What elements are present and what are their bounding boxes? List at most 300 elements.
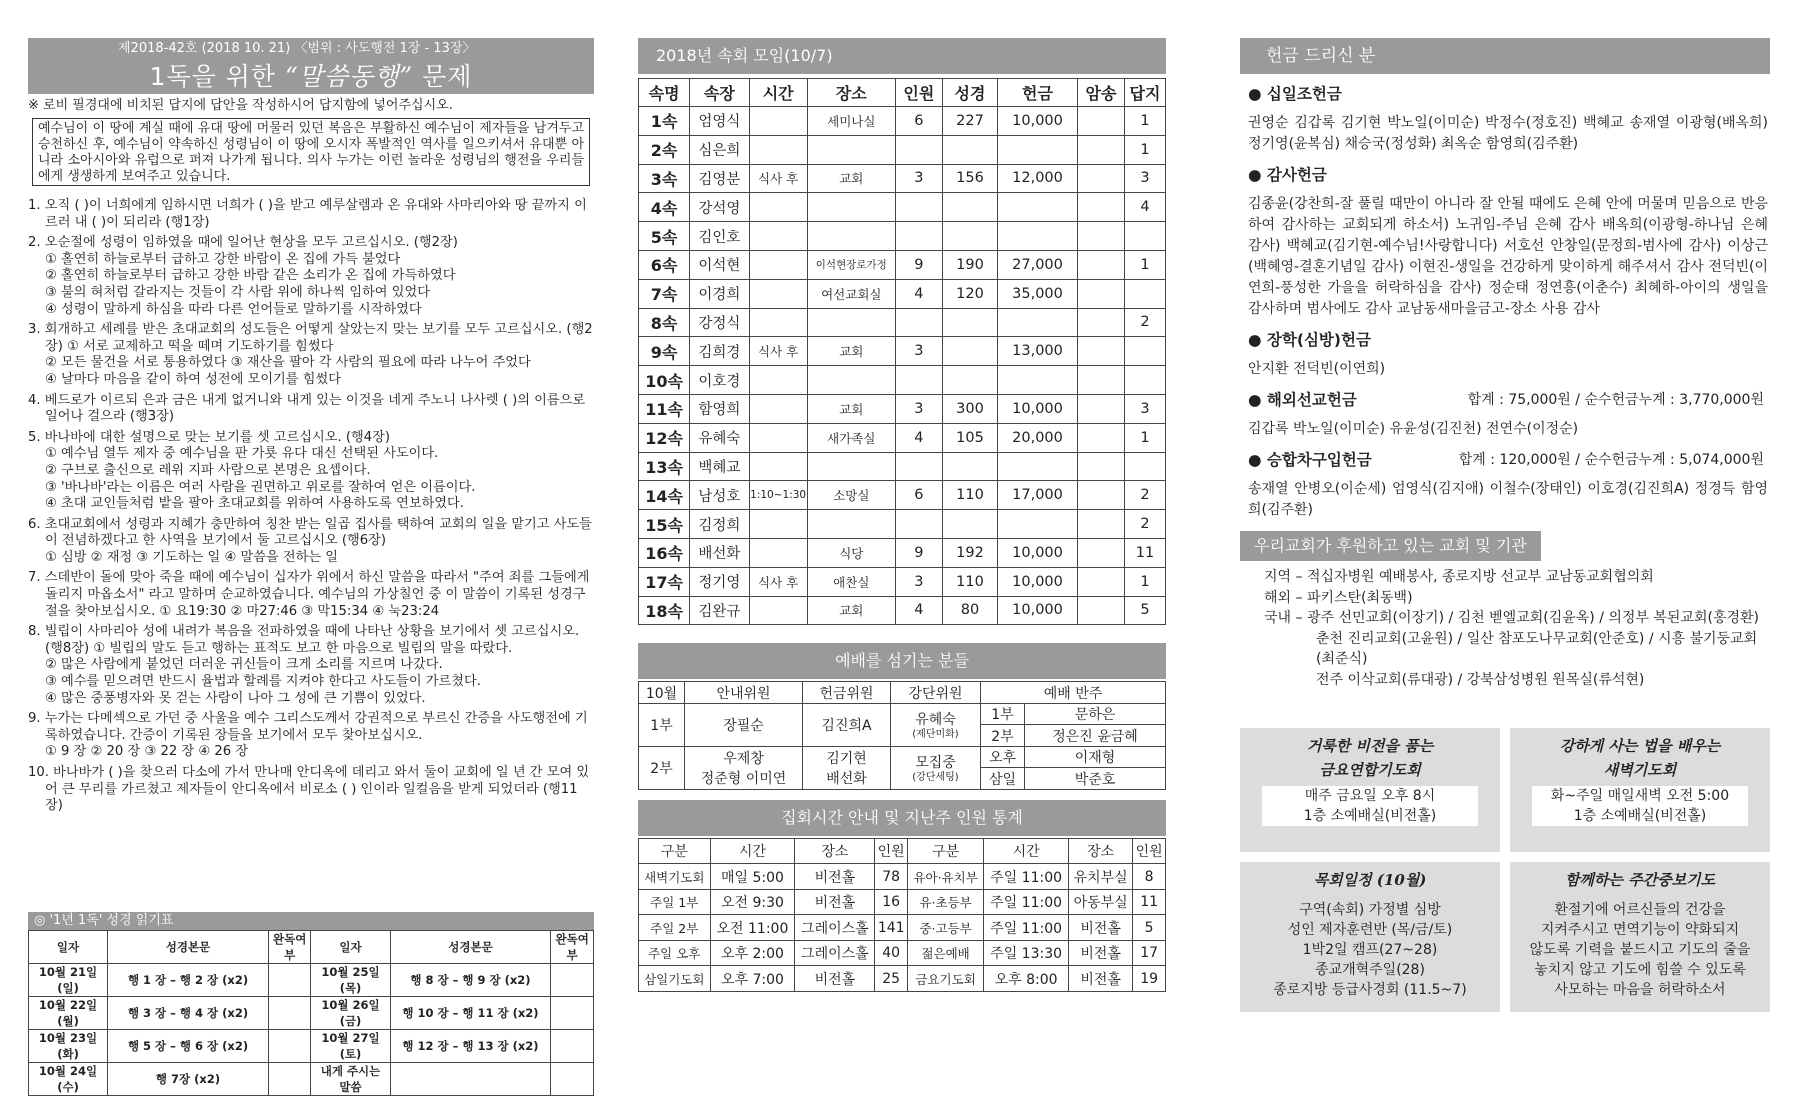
usher-row2-offering <box>803 746 891 789</box>
sok-cell <box>942 135 997 164</box>
stats-cell: 5 <box>1133 915 1166 941</box>
sok-cell: 김정희 <box>690 510 749 539</box>
sok-cell: 11속 <box>639 394 690 423</box>
sok-row <box>639 308 1166 337</box>
sok-cell: 교회 <box>807 394 895 423</box>
question-option: ① 심방 ② 재정 ③ 기도하는 일 ④ 말씀을 전하는 일 <box>45 549 339 565</box>
offering-section-name: ● 승합차구입헌금 <box>1248 451 1372 469</box>
acc4-label: 삼일 <box>981 768 1025 790</box>
sok-cell: 12,000 <box>998 164 1078 193</box>
sok-cell <box>998 135 1078 164</box>
stats-cell: 17 <box>1133 940 1166 966</box>
box-title: 목회일정 (10월) <box>1313 871 1427 889</box>
box-title: 함께하는 주간중보기도 <box>1564 871 1716 889</box>
sok-row <box>639 164 1166 193</box>
sok-cell: 3 <box>895 394 942 423</box>
acc4-name: 박준호 <box>1025 768 1166 790</box>
sok-cell: 15속 <box>639 510 690 539</box>
sok-cell <box>749 366 807 395</box>
sok-cell: 4 <box>895 279 942 308</box>
stats-cell: 주일 2부 <box>639 915 711 941</box>
sok-cell <box>942 366 997 395</box>
stats-header-cell: 구분 <box>908 838 984 864</box>
box-line: 지켜주시고 면역기능이 약화되지 <box>1540 922 1740 938</box>
sok-cell <box>998 510 1078 539</box>
sok-cell <box>1077 452 1124 481</box>
weekly-intercession-box <box>1510 862 1770 1012</box>
acc3-label: 오후 <box>981 746 1025 768</box>
sok-cell <box>807 452 895 481</box>
reading-cell: 내게 주시는 말씀 <box>311 1063 390 1096</box>
reading-cell: 행 3 장 – 행 4 장 (x2) <box>108 997 269 1030</box>
sok-header-cell: 암송 <box>1077 79 1124 107</box>
stats-cell: 새벽기도회 <box>639 864 711 890</box>
sok-cell <box>749 308 807 337</box>
sok-cell: 2 <box>1124 510 1165 539</box>
box-subtitle: 금요연합기도회 <box>1319 761 1421 779</box>
question-text: 1. 오직 ( )이 너희에게 임하시면 너희가 ( )을 받고 예루살렘과 온 유대와 사마리아와 땅 끝까지 이르러 내 ( )이 되리라 (행1장) <box>28 198 587 230</box>
sok-cell: 10,000 <box>998 538 1078 567</box>
question-option: ③ '바나바'라는 이름은 여러 사람을 권면하고 위로를 잘하여 얻은 이름이다. <box>45 479 476 495</box>
sok-cell: 교회 <box>807 164 895 193</box>
sok-cell <box>807 510 895 539</box>
sok-cell: 3 <box>895 567 942 596</box>
stats-cell: 19 <box>1133 966 1166 992</box>
sok-cell <box>1077 308 1124 337</box>
reading-cell <box>551 997 594 1030</box>
stats-title: 집회시간 안내 및 지난주 인원 통계 <box>638 800 1166 836</box>
sok-cell <box>1077 481 1124 510</box>
sok-cell: 식사 후 <box>749 337 807 366</box>
usher-title: 예배를 섬기는 분들 <box>638 643 1166 679</box>
sok-cell <box>1077 596 1124 625</box>
sok-cell: 함영희 <box>690 394 749 423</box>
sok-cell <box>1124 452 1165 481</box>
sok-cell: 17속 <box>639 567 690 596</box>
usher-header-altar: 강단위원 <box>891 682 981 704</box>
stats-cell: 40 <box>875 940 908 966</box>
reading-row <box>29 1030 594 1063</box>
sok-cell: 14속 <box>639 481 690 510</box>
sok-cell: 5속 <box>639 222 690 251</box>
stats-cell: 유치부실 <box>1069 864 1133 890</box>
sok-cell: 6 <box>895 107 942 136</box>
usher-header-guide: 안내위원 <box>685 682 803 704</box>
usher-row1-altar-note: (제단미화) <box>912 729 959 741</box>
stats-cell: 비전홀 <box>1069 915 1133 941</box>
sok-cell: 4속 <box>639 193 690 222</box>
question-option: ② 홀연히 하늘로부터 급하고 강한 바람 같은 소리가 온 집에 가득하였다 <box>45 268 456 284</box>
sok-header-cell: 답지 <box>1124 79 1165 107</box>
sok-header-cell: 시간 <box>749 79 807 107</box>
stats-row <box>639 864 1166 890</box>
sok-header-row <box>639 79 1166 107</box>
sok-cell <box>749 394 807 423</box>
question-item <box>28 711 594 761</box>
reading-cell: 10월 24일 (수) <box>29 1063 108 1096</box>
question-text: 7. 스데반이 돌에 맞아 죽을 때에 예수님이 십자가 위에서 하신 말씀을 따라서 "주여 죄를 그들에게 돌리지 마옵소서" 라고 말하며 순교하였습니다. 예수님의 가상칠언 중 이 말씀이 기록된 성경구절을 찾아보십시오. ① 요19:30 ② 마27:46 ③ 막15:34 ④ 눅23:24 <box>28 570 590 619</box>
sok-cell: 110 <box>942 567 997 596</box>
question-option: ④ 초대 교인들처럼 밭을 팔아 초대교회를 위하여 사용하도록 연보하였다. <box>45 496 464 512</box>
sok-cell <box>942 337 997 366</box>
sok-cell <box>1077 423 1124 452</box>
support-line: 전주 이삭교회(류대광) / 강북삼성병원 원목실(류석현) <box>1316 671 1645 688</box>
sok-cell: 4 <box>1124 193 1165 222</box>
sok-cell <box>749 107 807 136</box>
question-item <box>28 322 594 388</box>
question-list <box>28 198 594 819</box>
sok-cell <box>807 135 895 164</box>
stats-cell: 오전 9:30 <box>710 889 795 915</box>
sok-cell: 2 <box>1124 308 1165 337</box>
acc2-name: 정은진 윤금혜 <box>1025 725 1166 747</box>
dawn-prayer-box <box>1510 728 1770 852</box>
sok-cell: 1속 <box>639 107 690 136</box>
sok-cell: 3 <box>1124 394 1165 423</box>
intro-box: 예수님이 이 땅에 계실 때에 유대 땅에 머물러 있던 복음은 부활하신 예수님이 제자들을 남겨두고 승천하신 후, 예수님이 약속하신 성령님이 이 땅에 오시자 폭발적인 역사를 일으키셔서 유대뿐 아니라 소아시아와 유럽으로 퍼져 나가게 됩니다. 의사 누가는 이런 놀라운 성령님의 행전을 우리들에게 생생하게 보여주고 있습니다. <box>32 118 590 186</box>
sok-cell <box>1077 538 1124 567</box>
sok-cell <box>749 510 807 539</box>
sok-header-cell: 성경 <box>942 79 997 107</box>
stats-cell: 비전홀 <box>795 864 875 890</box>
question-option: ③ 예수를 믿으려면 반드시 율법과 할례를 지켜야 한다고 사도들이 가르쳤다. <box>45 674 481 690</box>
question-item <box>28 235 594 318</box>
sok-cell <box>807 222 895 251</box>
question-text: 10. 바나바가 ( )을 찾으러 다소에 가서 만나매 안디옥에 데리고 와서 둘이 교회에 일 년 간 모여 있어 큰 무리를 가르쳤고 제자들이 안디옥에서 비로소 ( ) 인이라 일컬음을 받게 되었더라 (행11장) <box>28 765 590 814</box>
usher-row1-guide: 장필순 <box>685 703 803 746</box>
reading-header-cell: 일자 <box>29 931 108 964</box>
question-text: 3. 회개하고 세례를 받은 초대교회의 성도들은 어떻게 살았는지 맞는 보기를 모두 고르십시오. (행2장) ① 서로 교제하고 떡을 떼며 기도하기를 힘썼다 <box>28 322 593 354</box>
usher-row2-guide2: 정준형 이미연 <box>700 770 787 787</box>
stats-cell: 11 <box>1133 889 1166 915</box>
sok-cell: 10속 <box>639 366 690 395</box>
stats-row <box>639 915 1166 941</box>
usher-row1-altar-name: 유혜숙 <box>915 712 956 729</box>
reading-row <box>29 997 594 1030</box>
quiz-title-post: 문제 <box>422 62 473 91</box>
offering-section-names: 김갑록 박노일(이미순) 유윤성(김진천) 전연수(이정순) <box>1248 421 1579 437</box>
sok-cell: 190 <box>942 250 997 279</box>
sok-cell: 1:10~1:30 <box>749 481 807 510</box>
support-list <box>1240 561 1770 690</box>
sok-cell <box>1077 250 1124 279</box>
question-text: 9. 누가는 다메섹으로 가던 중 사울을 예수 그리스도께서 강권적으로 부르신 간증을 사도행전에 기록하였습니다. 간증이 기록된 장들을 보기에서 모두 찾아보십시오. <box>28 711 588 743</box>
sok-cell: 식당 <box>807 538 895 567</box>
stats-header-row <box>639 838 1166 864</box>
offering-section-title <box>1248 450 1768 471</box>
stats-cell: 141 <box>875 915 908 941</box>
sok-row <box>639 135 1166 164</box>
reading-header-cell: 성경본문 <box>108 931 269 964</box>
question-option: ② 많은 사람에게 붙었던 더러운 귀신들이 크게 소리를 지르며 나갔다. <box>45 657 443 673</box>
usher-row-2 <box>639 746 1166 768</box>
stats-cell: 16 <box>875 889 908 915</box>
sok-cell: 80 <box>942 596 997 625</box>
offering-section-name: ● 해외선교헌금 <box>1248 391 1357 409</box>
reading-cell: 행 1 장 – 행 2 장 (x2) <box>108 964 269 997</box>
sok-cell <box>1077 366 1124 395</box>
sok-cell: 9 <box>895 250 942 279</box>
sok-cell <box>749 279 807 308</box>
sok-cell: 3 <box>1124 164 1165 193</box>
box-line: 환절기에 어르신들의 건강을 <box>1554 902 1726 918</box>
usher-header-row <box>639 682 1166 704</box>
usher-row1-label: 1부 <box>639 703 685 746</box>
usher-row2-altar <box>891 746 981 789</box>
box-line: 매주 금요일 오후 8시 <box>1262 786 1478 806</box>
stats-header-cell: 인원 <box>875 838 908 864</box>
sok-cell <box>749 135 807 164</box>
stats-cell: 주일 13:30 <box>984 940 1069 966</box>
sok-cell: 12속 <box>639 423 690 452</box>
sok-cell: 김완규 <box>690 596 749 625</box>
stats-header-cell: 시간 <box>710 838 795 864</box>
stats-cell: 아동부실 <box>1069 889 1133 915</box>
offering-column <box>1240 38 1770 998</box>
sok-cell <box>1077 222 1124 251</box>
stats-cell: 오전 11:00 <box>710 915 795 941</box>
sok-row <box>639 596 1166 625</box>
sok-cell: 3 <box>895 337 942 366</box>
sok-cell <box>942 510 997 539</box>
sok-cell <box>1124 337 1165 366</box>
reading-cell: 10월 25일 (목) <box>311 964 390 997</box>
sok-cell <box>895 135 942 164</box>
sok-cell: 심은희 <box>690 135 749 164</box>
sok-cell <box>942 308 997 337</box>
usher-header-offering: 헌금위원 <box>803 682 891 704</box>
reading-header-cell: 일자 <box>311 931 390 964</box>
reading-cell <box>551 1030 594 1063</box>
stats-row <box>639 966 1166 992</box>
stats-cell: 주일 1부 <box>639 889 711 915</box>
reading-header-row <box>29 931 594 964</box>
offering-list <box>1240 74 1770 521</box>
box-line: 성인 제자훈련반 (목/금/토) <box>1287 922 1453 938</box>
sok-cell: 엄영식 <box>690 107 749 136</box>
box-line: 1박2일 캠프(27~28) <box>1302 942 1438 958</box>
sok-cell: 6 <box>895 481 942 510</box>
box-line: 구역(속회) 가정별 심방 <box>1299 902 1441 918</box>
reading-cell <box>268 997 311 1030</box>
box-subtitle: 새벽기도회 <box>1603 761 1677 779</box>
sok-cell: 식사 후 <box>749 164 807 193</box>
usher-row2-label: 2부 <box>639 746 685 789</box>
sok-cell <box>1077 510 1124 539</box>
support-line: 국내 – 광주 선민교회(이장기) / 김천 벧엘교회(김윤옥) / 의정부 복된교회(홍경환) <box>1264 610 1759 626</box>
sok-cell: 이호경 <box>690 366 749 395</box>
question-text: 8. 빌립이 사마리아 성에 내려가 복음을 전파하였을 때에 나타난 상황을 보기에서 셋 고르십시오. (행8장) ① 빌립의 말도 듣고 행하는 표적도 보고 한 마음으로 빌립의 말을 따랐다. <box>28 624 580 656</box>
sok-cell: 3 <box>895 164 942 193</box>
sok-cell: 이석현장로가정 <box>807 250 895 279</box>
sok-cell <box>1124 366 1165 395</box>
sok-cell: 9속 <box>639 337 690 366</box>
reading-header-cell: 완독여부 <box>268 931 311 964</box>
sok-row <box>639 366 1166 395</box>
box-title: 강하게 사는 법을 배우는 <box>1559 737 1721 755</box>
sok-cell: 유혜숙 <box>690 423 749 452</box>
reading-cell: 10월 26일 (금) <box>311 997 390 1030</box>
usher-header-accompanist: 예배 반주 <box>981 682 1166 704</box>
sok-cell: 10,000 <box>998 107 1078 136</box>
stats-cell: 주일 11:00 <box>984 864 1069 890</box>
stats-cell: 비전홀 <box>795 966 875 992</box>
sok-cell: 105 <box>942 423 997 452</box>
sok-row <box>639 279 1166 308</box>
question-option: ③ 불의 혀처럼 갈라지는 것들이 각 사람 위에 하나씩 임하여 있었다 <box>45 284 430 300</box>
stats-cell: 비전홀 <box>1069 966 1133 992</box>
sok-cell: 156 <box>942 164 997 193</box>
sok-cell: 120 <box>942 279 997 308</box>
stats-header-cell: 인원 <box>1133 838 1166 864</box>
reading-cell <box>551 964 594 997</box>
sok-row <box>639 107 1166 136</box>
usher-row2-guide1: 우제창 <box>723 750 764 767</box>
stats-cell: 금요기도회 <box>908 966 984 992</box>
sok-cell <box>942 452 997 481</box>
sok-cell <box>895 510 942 539</box>
sok-cell <box>1077 394 1124 423</box>
sok-cell <box>998 222 1078 251</box>
sok-cell: 13,000 <box>998 337 1078 366</box>
sok-cell: 남성호 <box>690 481 749 510</box>
acc3-name: 이재형 <box>1025 746 1166 768</box>
acc2-label: 2부 <box>981 725 1025 747</box>
sok-row <box>639 452 1166 481</box>
sok-row <box>639 423 1166 452</box>
sok-cell: 192 <box>942 538 997 567</box>
ministry-schedule-box <box>1240 862 1500 1012</box>
sok-header-cell: 속명 <box>639 79 690 107</box>
sok-cell: 1 <box>1124 135 1165 164</box>
stats-cell: 비전홀 <box>795 889 875 915</box>
stats-cell: 유아·유치부 <box>908 864 984 890</box>
question-item <box>28 765 594 815</box>
quiz-title-pre: 1독을 위한 <box>149 62 277 91</box>
stats-cell: 오후 7:00 <box>710 966 795 992</box>
sok-cell: 배선화 <box>690 538 749 567</box>
sok-cell: 300 <box>942 394 997 423</box>
reading-cell: 10월 22일 (월) <box>29 997 108 1030</box>
sok-row <box>639 222 1166 251</box>
usher-table <box>638 681 1166 790</box>
sok-cell <box>895 452 942 481</box>
sok-row <box>639 538 1166 567</box>
sok-row <box>639 510 1166 539</box>
reading-cell: 행 8 장 – 행 9 장 (x2) <box>390 964 551 997</box>
box-title: 거룩한 비전을 품는 <box>1306 737 1434 755</box>
sok-cell: 8속 <box>639 308 690 337</box>
offering-section-names: 안지환 전덕빈(이연희) <box>1248 361 1386 377</box>
usher-row-1 <box>639 703 1166 725</box>
box-line: 않도록 기력을 붙드시고 기도의 줄을 <box>1529 942 1751 958</box>
sok-cell: 27,000 <box>998 250 1078 279</box>
sok-cell <box>1077 135 1124 164</box>
sok-cell: 1 <box>1124 250 1165 279</box>
sok-cell <box>1077 193 1124 222</box>
sok-cell: 20,000 <box>998 423 1078 452</box>
support-line: 춘천 진리교회(고윤원) / 일산 참포도나무교회(안준호) / 시흥 불기둥교회(최준식) <box>1316 630 1758 667</box>
issue-line: 제2018-42호 (2018 10. 21) 〈범위 : 사도행전 1장 - 13장〉 <box>28 38 594 60</box>
sok-cell: 16속 <box>639 538 690 567</box>
offering-section-name: ● 장학(심방)헌금 <box>1248 331 1371 349</box>
reading-cell: 행 10 장 – 행 11 장 (x2) <box>390 997 551 1030</box>
sok-cell: 1 <box>1124 567 1165 596</box>
sok-cell: 여선교회실 <box>807 279 895 308</box>
sok-cell <box>1077 164 1124 193</box>
sok-cell <box>1077 279 1124 308</box>
sok-cell: 김인호 <box>690 222 749 251</box>
stats-cell: 그레이스홀 <box>795 915 875 941</box>
stats-cell: 주일 11:00 <box>984 915 1069 941</box>
reading-cell <box>551 1063 594 1096</box>
quiz-notice: ※ 로비 필경대에 비치된 답지에 답안을 작성하시어 답지함에 넣어주십시오. <box>28 98 453 113</box>
reading-cell: 행 12 장 – 행 13 장 (x2) <box>390 1030 551 1063</box>
reading-row <box>29 1063 594 1096</box>
question-item <box>28 570 594 620</box>
sok-cell: 7속 <box>639 279 690 308</box>
sok-cell: 이경희 <box>690 279 749 308</box>
sok-cell <box>807 193 895 222</box>
usher-row2-offering2: 배선화 <box>826 770 867 787</box>
stats-cell: 78 <box>875 864 908 890</box>
sok-cell <box>1077 567 1124 596</box>
stats-cell: 중·고등부 <box>908 915 984 941</box>
usher-row2-guide <box>685 746 803 789</box>
usher-row1-altar <box>891 703 981 746</box>
sok-cell <box>749 222 807 251</box>
sok-cell: 5 <box>1124 596 1165 625</box>
sok-cell: 강정식 <box>690 308 749 337</box>
question-option: ④ 날마다 마음을 같이 하여 성전에 모이기를 힘썼다 <box>45 371 341 387</box>
stats-cell: 주일 오후 <box>639 940 711 966</box>
reading-row <box>29 964 594 997</box>
sok-cell: 35,000 <box>998 279 1078 308</box>
question-text: 2. 오순절에 성령이 임하였을 때에 일어난 현상을 모두 고르십시오. (행2장) <box>28 235 458 251</box>
sok-cell <box>1077 337 1124 366</box>
quiz-column <box>28 38 594 1094</box>
usher-row1-offering: 김진희A <box>803 703 891 746</box>
reading-cell: 행 5 장 – 행 6 장 (x2) <box>108 1030 269 1063</box>
stats-cell: 유·초등부 <box>908 889 984 915</box>
stats-header-cell: 시간 <box>984 838 1069 864</box>
sok-cell: 9 <box>895 538 942 567</box>
sok-cell: 소망실 <box>807 481 895 510</box>
reading-cell: 10월 27일 (토) <box>311 1030 390 1063</box>
support-title: 우리교회가 후원하고 있는 교회 및 기관 <box>1240 531 1541 561</box>
stats-cell: 오후 8:00 <box>984 966 1069 992</box>
sok-row <box>639 481 1166 510</box>
sok-header-cell: 속장 <box>690 79 749 107</box>
offering-section-title <box>1248 390 1768 411</box>
question-text: 4. 베드로가 이르되 은과 금은 내게 없거니와 내게 있는 이것을 네게 주노니 나사렛 ( )의 이름으로 일어나 걸으라 (행3장) <box>28 392 586 425</box>
sok-cell: 13속 <box>639 452 690 481</box>
sok-cell <box>749 452 807 481</box>
sok-cell <box>749 193 807 222</box>
offering-section-names: 김종윤(강찬희-잘 풀릴 때만이 아니라 잘 안될 때에도 은혜 안에 머물며 믿음으로 반응하여 감사하는 교회되게 하소서) 노귀임-주님 은혜 감사 배옥희(이광형-하나님 은혜 감사) 백혜교(김기현-예수님!사랑합니다) 서호선 안창일(문정희-범사에 감사) 이상근(백혜영-결혼기념일 감사) 이현진-생일을 건강하게 맞이하게 해주셔서 감사 전덕빈(이연희-풍성한 가을을 허락하심을 감사) 정순태 정연흥(이춘수) 최혜하-아이의 생일을 감사하며 범사에도 감사 교남동새마을금고-장소 사용 감사 <box>1248 196 1768 317</box>
sok-cell <box>998 366 1078 395</box>
box-line: 종교개혁주일(28) <box>1315 962 1425 978</box>
question-option: ① 예수님 열두 제자 중 예수님을 판 가룟 유다 대신 선택된 사도이다. <box>45 446 439 462</box>
sok-cell: 17,000 <box>998 481 1078 510</box>
sok-cell: 백혜교 <box>690 452 749 481</box>
box-line: 화~주일 매일새벽 오전 5:00 <box>1532 786 1748 806</box>
offering-title: 헌금 드리신 분 <box>1240 38 1770 74</box>
sok-row <box>639 337 1166 366</box>
sok-cell: 2속 <box>639 135 690 164</box>
reading-plan-title: ◎ '1년 1독' 성경 읽기표 <box>28 912 594 930</box>
reading-cell <box>268 964 311 997</box>
